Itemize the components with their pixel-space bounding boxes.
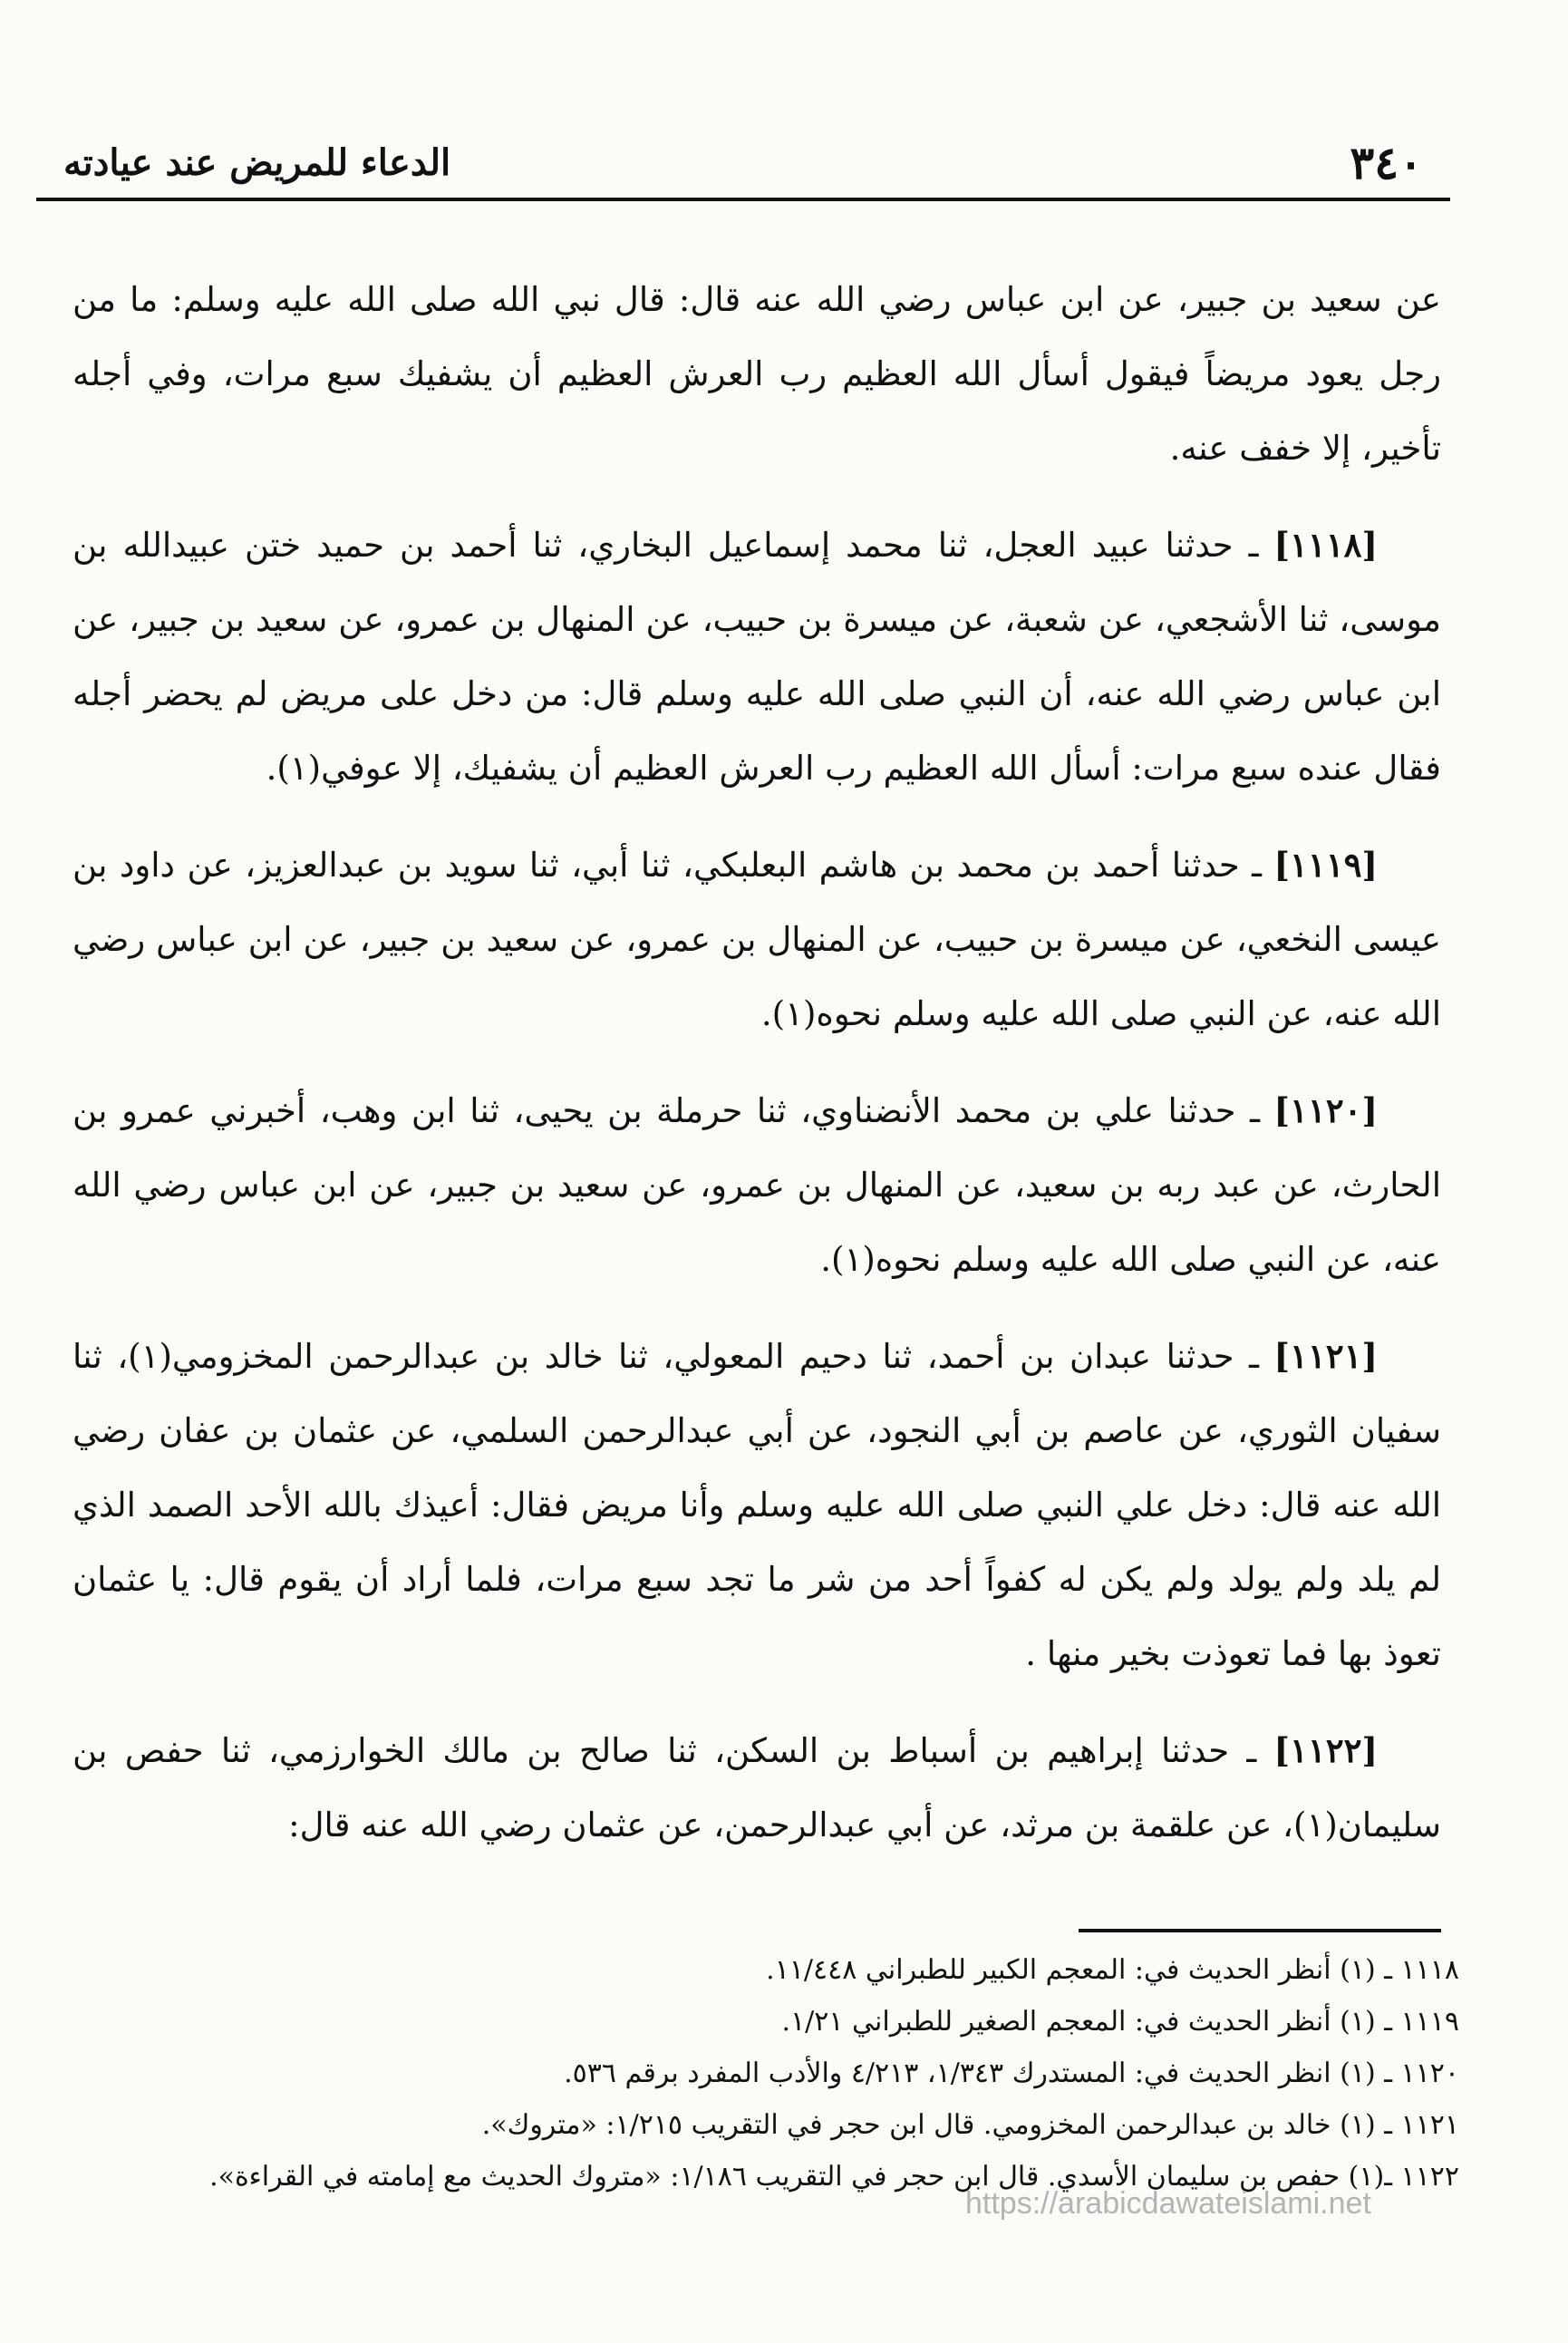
footnote-1121: ١١٢١ ـ (١) خالد بن عبدالرحمن المخزومي. قال ابن حجر في التقريب ١/٢١٥: «متروك».	[481, 2109, 1459, 2141]
footnotes	[73, 1944, 1459, 2203]
hadith-text: ـ حدثنا أحمد بن محمد بن هاشم البعلبكي، ثنا أبي، ثنا سويد بن عبدالعزيز، عن داود بن عيسى النخعي، عن ميسرة بن حبيب، عن المنهال بن عمرو، عن سعيد بن جبير، عن ابن عباس رضي الله عنه، عن النبي صلى الله عليه وسلم نحوه(١).	[73, 846, 1441, 1033]
hadith-paragraph	[73, 1319, 1441, 1691]
hadith-number: [١١٢١]	[1273, 1336, 1378, 1376]
hadith-paragraph	[73, 1073, 1441, 1297]
running-title: الدعاء للمريض عند عيادته	[63, 141, 451, 184]
footnote-1122: ١١٢٢ ـ(١) حفص بن سليمان الأسدي. قال ابن حجر في التقريب ١/١٨٦: «متروك الحديث مع إمامته في القراءة».	[209, 2161, 1459, 2193]
header-rule	[36, 198, 1450, 201]
hadith-text: ـ حدثنا عبيد العجل، ثنا محمد إسماعيل البخاري، ثنا أحمد بن حميد ختن عبيدالله بن موسى، ثنا الأشجعي، عن شعبة، عن ميسرة بن حبيب، عن المنهال بن عمرو، عن سعيد بن جبير، عن ابن عباس رضي الله عنه، أن النبي صلى الله عليه وسلم قال: من دخل على مريض لم يحضر أجله فقال عنده سبع مرات: أسأل الله العظيم رب العرش العظيم أن يشفيك، إلا عوفي(١).	[73, 526, 1441, 788]
hadith-text: ـ حدثنا إبراهيم بن أسباط بن السكن، ثنا صالح بن مالك الخوارزمي، ثنا حفص بن سليمان(١)، عن علقمة بن مرثد، عن أبي عبدالرحمن، عن عثمان رضي الله عنه قال:	[73, 1731, 1441, 1844]
page-number: ٣٤٠	[1350, 136, 1423, 189]
main-text	[73, 263, 1441, 1884]
hadith-paragraph	[73, 828, 1441, 1051]
footnote-rule	[1079, 1929, 1441, 1932]
footnote-1120: ١١٢٠ ـ (١) انظر الحديث في: المستدرك ١/٣٤٣، ٤/٢١٣ والأدب المفرد برقم ٥٣٦.	[564, 2057, 1459, 2089]
hadith-number: [١١١٨]	[1273, 525, 1379, 565]
hadith-paragraph	[73, 508, 1441, 806]
hadith-number: [١١١٩]	[1273, 845, 1379, 885]
hadith-number: [١١٢٢]	[1273, 1730, 1378, 1770]
hadith-paragraph	[73, 1713, 1441, 1863]
hadith-text: ـ حدثنا علي بن محمد الأنضناوي، ثنا حرملة بن يحيى، ثنا ابن وهب، أخبرني عمرو بن الحارث، عن عبد ربه بن سعيد، عن المنهال بن عمرو، عن سعيد بن جبير، عن ابن عباس رضي الله عنه، عن النبي صلى الله عليه وسلم نحوه(١).	[73, 1091, 1441, 1279]
hadith-number: [١١٢٠]	[1273, 1090, 1378, 1130]
footnote-1119: ١١١٩ ـ (١) أنظر الحديث في: المعجم الصغير للطبراني ١/٢١.	[781, 2006, 1459, 2038]
continuation-paragraph: عن سعيد بن جبير، عن ابن عباس رضي الله عنه قال: قال نبي الله صلى الله عليه وسلم: ما من رجل يعود مريضاً فيقول أسأل الله العظيم رب العرش العظيم أن يشفيك سبع مرات، وفي أجله تأخير، إلا خفف عنه.	[73, 280, 1441, 468]
watermark-url: https://arabicdawateislami.net	[965, 2186, 1371, 2221]
hadith-text: ـ حدثنا عبدان بن أحمد، ثنا دحيم المعولي، ثنا خالد بن عبدالرحمن المخزومي(١)، ثنا سفيان الثوري، عن عاصم بن أبي النجود، عن أبي عبدالرحمن السلمي، عن عثمان بن عفان رضي الله عنه قال: دخل علي النبي صلى الله عليه وسلم وأنا مريض فقال: أعيذك بالله الأحد الصمد الذي لم يلد ولم يولد ولم يكن له كفواً أحد من شر ما تجد سبع مرات، فلما أراد أن يقوم قال: يا عثمان تعوذ بها فما تعوذت بخير منها .	[73, 1337, 1441, 1673]
footnote-1118: ١١١٨ ـ (١) أنظر الحديث في: المعجم الكبير للطبراني ١١/٤٤٨.	[766, 1954, 1459, 1986]
page-header	[36, 131, 1450, 195]
